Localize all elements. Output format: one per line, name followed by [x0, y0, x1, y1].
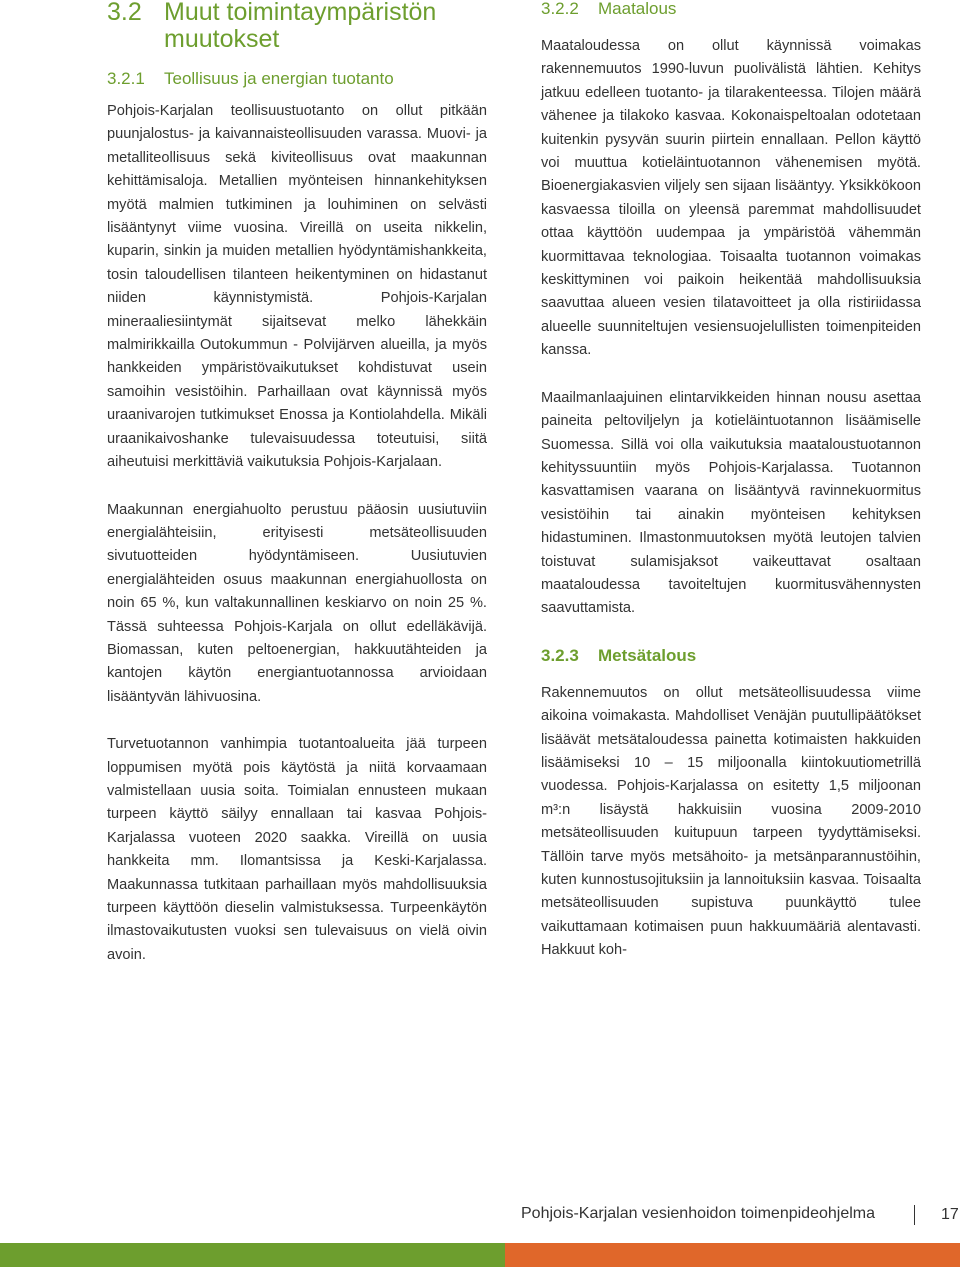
- subsection-title: Metsätalous: [598, 645, 697, 665]
- paragraph-agriculture-1: Maataloudessa on ollut käynnissä voimakas rakennemuutos 1990-luvun puolivälistä lähtien. Kehitys jatkuu edelleen tuotanto- ja tilarakenteessa. Tilojen määrä vähenee ja tilakoko kasvaa. Kokonaispeltoalan odotetaan kuitenkin pysyvän suurin piirtein ennallaan. Pellon käyttö voi muuttua kotieläintuotannon vähenemisen myötä. Bioenergiakasvien viljely sen sijaan lisääntyy. Yksikkökoon kasvaessa tiloilla on yleensä paremmat mahdollisuudet ottaa käyttöön uudempaa ja ympäristöä vähemmän kuormittavaa teknologiaa. Toisaalta tuotannon voimakas keskittyminen voi paikoin heikentää mahdollisuuksia saavuttaa alueen vesien tilatavoitteet ja olla ristiriidassa alueelle suunniteltujen vesiensuojelullisten toimenpiteiden kanssa.: [541, 38, 921, 359]
- footer-divider: [914, 1205, 915, 1225]
- subsection-number: 3.2.1: [107, 69, 145, 88]
- footer-bar-green: [0, 1243, 505, 1267]
- subsection-heading-industry: [107, 68, 487, 90]
- footer-bar-orange: [505, 1243, 960, 1267]
- footer-title: Pohjois-Karjalan vesienhoidon toimenpideohjelma: [521, 1205, 875, 1222]
- subsection-number: 3.2.2: [541, 0, 579, 18]
- subsection-title: Teollisuus ja energian tuotanto: [164, 69, 394, 88]
- right-column: [541, 0, 921, 963]
- paragraph-peat: Turvetuotannon vanhimpia tuotantoalueita jää turpeen loppumisen myötä pois käytöstä ja niitä korvaamaan valmistellaan uusia soita. Toimialan ennusteen mukaan turpeen käyttö säilyy ennallaan tai kasvaa Pohjois-Karjalassa vuoteen 2020 saakka. Vireillä on uusia hankkeita mm. Ilomantsissa ja Keski-Karjalassa. Maakunnassa tutkitaan parhaillaan myös mahdollisuuksia turpeen käyttöön dieselin valmistuksessa. Turpeenkäytön ilmastovaikutusten vuoksi sen tulevaisuus on vielä oivin avoin.: [107, 736, 487, 963]
- paragraph-forestry: Rakennemuutos on ollut metsäteollisuudessa viime aikoina voimakasta. Mahdolliset Venäjän puutullipäätökset lisäävät metsätaloudessa painetta kotimaisten hakkuiden lisäämiseksi 10 – 15 miljoonalla kiintokuutiometrillä vuodessa. Pohjois-Karjalassa on esitetty 1,5 miljoonan m³:n lisäystä hakkuisiin vuosina 2009-2010 metsäteollisuuden kuitupuun tarpeen tyydyttämiseksi. Tällöin tarve myös metsähoito- ja metsänparannustöihin, kuten kunnostusojituksiin ja lannoituksiin kasvaa. Toisaalta metsäteollisuuden supistuva puunkäyttö tulee vaikuttamaan kotimaisen puun hakkuumääriä alentavasti. Hakkuut koh-: [541, 684, 921, 959]
- section-number: 3.2: [107, 0, 142, 26]
- page-number: 17: [941, 1206, 959, 1223]
- subsection-heading-agriculture: [541, 0, 921, 20]
- section-title: Muut toimintaympäristön muutokset: [164, 0, 437, 53]
- paragraph-energy: Maakunnan energiahuolto perustuu pääosin uusiutuviin energialähteisiin, erityisesti metsäteollisuuden sivutuotteiden hyödyntämiseen. Uusiutuvien energialähteiden osuus maakunnan energiahuollosta on noin 65 %, kun valtakunnallinen keskiarvo on noin 25 %. Tässä suhteessa Pohjois-Karjala on ollut edelläkävijä. Biomassan, kuten peltoenergian, hakkuutähteiden ja kantojen käytön energiantuotannossa arvioidaan lisääntyvän lähivuosina.: [107, 501, 487, 705]
- section-heading: [107, 0, 487, 53]
- paragraph-industry: Pohjois-Karjalan teollisuustuotanto on ollut pitkään puunjalostus- ja kaivannaisteollisuuden varassa. Muovi- ja metalliteollisuus sekä kiviteollisuus ovat maakunnan kehittämisaloja. Metallien myönteisen hinnankehityksen myötä malmien tutkiminen ja louhiminen on selvästi lisääntynyt viime vuosina. Vireillä on useita nikkelin, kuparin, sinkin ja muiden metallien hyödyntämishankkeita, tosin taloudellisen tilanteen heikentyminen on hidastanut niiden käynnistymistä. Pohjois-Karjalan mineraaliesiintymät sijaitsevat melko lähekkäin malmirikkailla Outokummun - Polvijärven alueilla, ja myös hankkeiden ympäristövaikutukset kohdistuvat usein samoihin vesistöihin. Parhaillaan ovat käynnissä myös uraanivarojen tutkimukset Enossa ja Kontiolahdella. Mikäli uraanikaivoshanke tulevaisuudessa toteutuisi, siitä aiheutuisi merkittäviä vaikutuksia Pohjois-Karjalaan.: [107, 103, 487, 471]
- left-column: [107, 0, 487, 967]
- paragraph-agriculture-2: Maailmanlaajuinen elintarvikkeiden hinnan nousu asettaa paineita peltoviljelyn ja kotieläintuotannon lisäämiselle Suomessa. Sillä voi olla vaikutuksia maataloustuotannon kehityssuuntiin myös Pohjois-Karjalassa. Tuotannon kasvattamisen vaarana on lisääntyvä ravinnekuormitus vesistöihin tai ainakin myönteisen kehityksen hidastuminen. Ilmastonmuutoksen myötä leutojen talvien toistuvat sulamisjaksot vaikeuttavat osaltaan maataloudessa tavoiteltujen kuormitusvähennysten saavuttamista.: [541, 389, 921, 617]
- subsection-number: 3.2.3: [541, 645, 579, 665]
- subsection-title: Maatalous: [598, 0, 677, 18]
- subsection-heading-forestry: [541, 645, 921, 667]
